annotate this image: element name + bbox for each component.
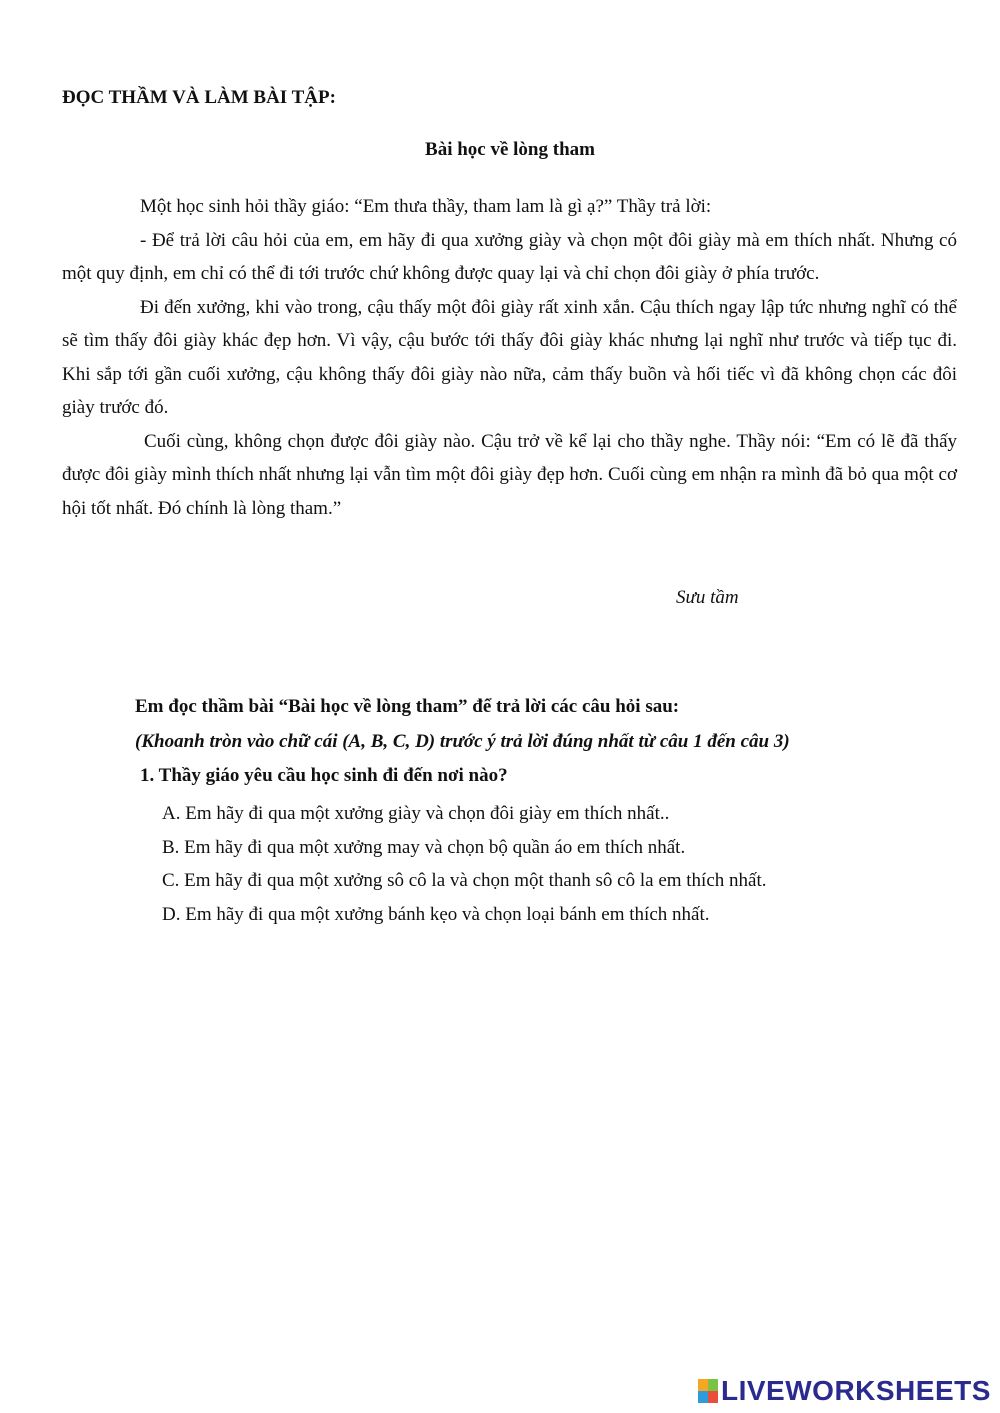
logo-square	[698, 1391, 708, 1403]
worksheet-heading: ĐỌC THẦM VÀ LÀM BÀI TẬP:	[62, 87, 336, 108]
liveworksheets-wordmark: LIVEWORKSHEETS	[721, 1375, 991, 1406]
exercise-instruction: Em đọc thầm bài “Bài học về lòng tham” để trả lời các câu hỏi sau:	[135, 696, 680, 717]
story-title: Bài học về lòng tham	[425, 139, 595, 160]
exercise-note: (Khoanh tròn vào chữ cái (A, B, C, D) trước ý trả lời đúng nhất từ câu 1 đến câu 3)	[135, 731, 790, 752]
liveworksheets-brand	[698, 1376, 991, 1406]
story-paragraph: Đi đến xưởng, khi vào trong, cậu thấy một đôi giày rất xinh xắn. Cậu thích ngay lập tức nhưng nghĩ có thể sẽ tìm thấy đôi giày khác đẹp hơn. Vì vậy, cậu bước tới thấy đôi giày khác nhưng lại nghĩ như trước và tiếp tục đi. Khi sắp tới gần cuối xưởng, cậu không thấy đôi giày nào nữa, cảm thấy buồn và hối tiếc vì đã không chọn các đôi giày trước đó.	[62, 296, 957, 418]
story-paragraph: - Để trả lời câu hỏi của em, em hãy đi qua xưởng giày và chọn một đôi giày mà em thích nhất. Nhưng có một quy định, em chỉ có thể đi tới trước chứ không được quay lại và chỉ chọn đôi giày ở phía trước.	[62, 229, 957, 284]
answer-option-c[interactable]: C. Em hãy đi qua một xưởng sô cô la và chọn một thanh sô cô la em thích nhất.	[162, 870, 767, 891]
logo-square	[708, 1391, 718, 1403]
story-source: Sưu tầm	[676, 587, 739, 608]
liveworksheets-logo-icon	[698, 1379, 718, 1403]
story-paragraph: Cuối cùng, không chọn được đôi giày nào. Cậu trở về kể lại cho thầy nghe. Thầy nói: “Em có lẽ đã thấy được đôi giày mình thích nhất nhưng lại vẫn tìm một đôi giày đẹp hơn. Cuối cùng em nhận ra mình đã bỏ qua một cơ hội tốt nhất. Đó chính là lòng tham.”	[62, 430, 957, 519]
answer-option-a[interactable]: A. Em hãy đi qua một xưởng giày và chọn đôi giày em thích nhất..	[162, 803, 670, 824]
story-text	[62, 190, 957, 525]
story-paragraph: Một học sinh hỏi thầy giáo: “Em thưa thầy, tham lam là gì ạ?” Thầy trả lời:	[140, 196, 712, 217]
logo-square	[708, 1379, 718, 1391]
answer-options	[162, 797, 766, 931]
answer-option-d[interactable]: D. Em hãy đi qua một xưởng bánh kẹo và chọn loại bánh em thích nhất.	[162, 903, 710, 925]
question-1: 1. Thầy giáo yêu cầu học sinh đi đến nơi nào?	[140, 765, 508, 786]
logo-square	[698, 1379, 708, 1391]
answer-option-b[interactable]: B. Em hãy đi qua một xưởng may và chọn bộ quần áo em thích nhất.	[162, 836, 686, 858]
